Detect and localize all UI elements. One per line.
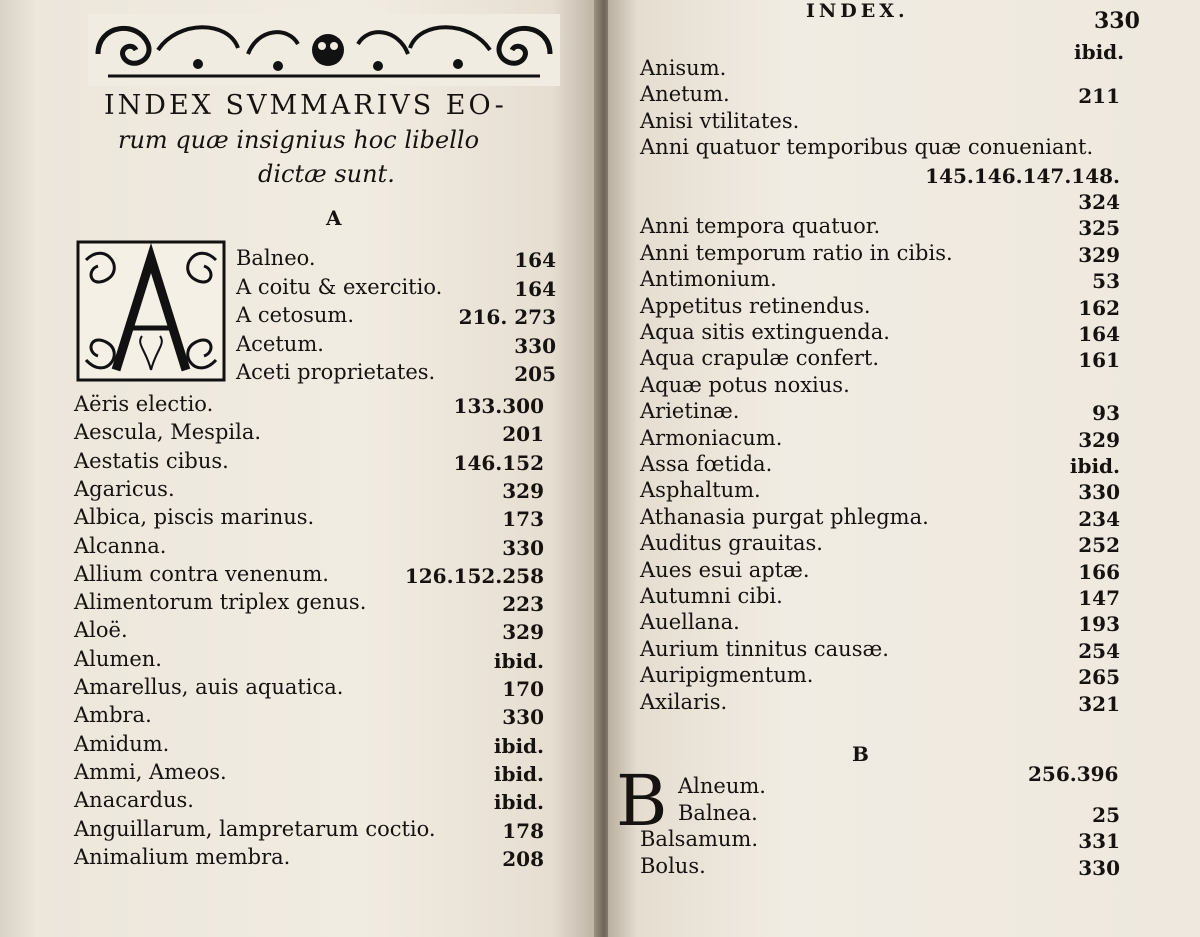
- index-entry-page: 331: [1078, 829, 1120, 853]
- index-entry-term: Aqua sitis extinguenda.: [640, 320, 890, 344]
- index-entry-term: Antimonium.: [640, 267, 777, 292]
- index-entry-term: Aëris electio.: [74, 392, 214, 416]
- index-entry-page: 164: [1078, 322, 1120, 346]
- index-entry-term: Asphaltum.: [640, 478, 761, 503]
- index-entry-page: 53: [1092, 269, 1120, 294]
- index-entry-term: Auellana.: [640, 610, 740, 635]
- index-entry-page: 329: [502, 620, 544, 645]
- index-entry-page: 178: [502, 818, 544, 843]
- index-entry-page: 133.300: [453, 394, 544, 418]
- index-entry-page: 201: [502, 422, 544, 447]
- index-entry-term: Anisum.: [640, 56, 727, 80]
- index-entry-term: Auditus grauitas.: [640, 531, 823, 556]
- index-entry-term: Bolus.: [640, 853, 706, 878]
- section-letter-b: B: [852, 742, 869, 766]
- index-entry-term: Aqua crapulæ confert.: [640, 346, 880, 371]
- index-entry-term: Aescula, Mespila.: [74, 420, 262, 445]
- index-entry-page: 330: [502, 705, 544, 730]
- index-entry-term: Arietinæ.: [640, 399, 740, 424]
- index-entry-page: 216. 273: [458, 305, 556, 329]
- index-entry-term: Anni quatuor temporibus quæ conueniant.: [640, 135, 1094, 160]
- top-ibid: ibid.: [1074, 40, 1125, 64]
- index-entry-term: Anni temporum ratio in cibis.: [640, 240, 953, 265]
- index-title: INDEX SVMMARIVS EO-: [104, 90, 507, 121]
- index-entry-page: 208: [502, 846, 544, 871]
- index-entry-term: Amidum.: [74, 731, 170, 756]
- index-entry-page: 223: [502, 592, 544, 617]
- index-entry-page: ibid.: [493, 790, 544, 815]
- index-entry-page: 324: [1078, 190, 1120, 214]
- index-entry-page: 205: [514, 362, 556, 386]
- index-subtitle-line2: dictæ sunt.: [258, 160, 395, 188]
- index-entry-term: Anguillarum, lampretarum coctio.: [74, 816, 436, 841]
- index-entry-term: Allium contra venenum.: [74, 561, 329, 586]
- index-entry-term: Balneo.: [236, 246, 316, 270]
- index-entry-page: 164: [514, 248, 556, 272]
- index-entry-term: Ambra.: [74, 703, 152, 728]
- index-entry-term: Agaricus.: [74, 476, 175, 501]
- index-entry-term: Appetitus retinendus.: [640, 293, 871, 318]
- index-entry-term: Anacardus.: [74, 788, 194, 813]
- index-entry-page: ibid.: [1069, 454, 1120, 478]
- index-entry-page: 93: [1092, 401, 1120, 426]
- index-entry-term: Amarellus, auis aquatica.: [74, 675, 344, 699]
- index-subtitle-line1: rum quæ insignius hoc libello: [118, 126, 480, 154]
- index-entry-page: 25: [1092, 802, 1120, 827]
- index-entry-term: Alneum.: [678, 774, 766, 798]
- index-entry-page: 147: [1078, 586, 1120, 610]
- index-entry-page: 329: [502, 478, 544, 503]
- index-entry-term: Anetum.: [640, 82, 730, 107]
- right-page: [608, 0, 1200, 937]
- index-entry-term: Alimentorum triplex genus.: [74, 590, 367, 615]
- index-entry-page: 211: [1078, 84, 1120, 109]
- index-entry-term: Athanasia purgat phlegma.: [640, 504, 929, 529]
- index-entry-term: Aquæ potus noxius.: [640, 372, 850, 397]
- index-entry-term: A cetosum.: [236, 303, 355, 327]
- index-entry-page: ibid.: [493, 761, 544, 786]
- index-entry-page: 234: [1078, 506, 1120, 531]
- index-entry-term: Assa fœtida.: [640, 452, 773, 476]
- initial-letter-b: B: [616, 760, 668, 842]
- index-entry-term: Animalium membra.: [74, 844, 291, 869]
- index-entry-term: Balnea.: [678, 800, 758, 825]
- page-number: 330: [1094, 8, 1140, 34]
- ornamental-initial-a-icon: [76, 240, 226, 382]
- index-entry-page: 126.152.258: [404, 563, 544, 588]
- index-entry-page: 166: [1078, 559, 1120, 584]
- index-entry-page: 162: [1078, 295, 1120, 320]
- index-entry-term: Auripigmentum.: [640, 663, 814, 688]
- index-entry-term: Aurium tinnitus causæ.: [640, 636, 889, 661]
- index-entry-page: 265: [1078, 665, 1120, 690]
- b-reference: 256.396: [1028, 762, 1119, 786]
- ornamental-headpiece-icon: [88, 14, 560, 86]
- index-entry-page: 170: [502, 677, 544, 701]
- index-entry-page: 145.146.147.148.: [925, 163, 1120, 188]
- index-entry-page: ibid.: [493, 733, 544, 758]
- index-entry-term: Aceti proprietates.: [236, 360, 436, 384]
- index-entry-term: Alcanna.: [74, 533, 167, 558]
- index-entry-page: 164: [514, 276, 556, 301]
- index-entry-page: 193: [1078, 612, 1120, 637]
- index-entry-term: Aues esui aptæ.: [640, 557, 810, 582]
- index-entry-term: Ammi, Ameos.: [74, 759, 227, 784]
- index-entry-page: 254: [1078, 638, 1120, 663]
- index-entry-term: Axilaris.: [640, 689, 728, 714]
- index-entry-term: Aloë.: [74, 618, 128, 643]
- index-entry-term: A coitu & exercitio.: [236, 274, 443, 299]
- index-entry-term: Armoniacum.: [640, 425, 783, 450]
- running-head: INDEX.: [806, 0, 909, 22]
- index-entry-term: Autumni cibi.: [640, 584, 783, 608]
- index-entry-page: 329: [1078, 242, 1120, 267]
- index-entry-page: 321: [1078, 691, 1120, 716]
- index-entry-term: Anisi vtilitates.: [640, 108, 800, 133]
- index-entry-page: 330: [514, 333, 556, 358]
- index-entry-page: 330: [502, 535, 544, 560]
- index-entry-page: 330: [1078, 855, 1120, 880]
- index-entry-page: 325: [1078, 216, 1120, 241]
- index-entry-term: Balsamum.: [640, 827, 758, 851]
- index-entry-page: 330: [1078, 480, 1120, 505]
- index-entry-page: 173: [502, 507, 544, 532]
- index-entry-term: Albica, piscis marinus.: [74, 505, 315, 530]
- index-entry-term: Acetum.: [236, 331, 324, 356]
- index-entry-term: Anni tempora quatuor.: [640, 214, 881, 239]
- section-letter-a: A: [326, 206, 342, 230]
- index-entry-page: 146.152: [453, 450, 544, 475]
- index-entry-term: Aestatis cibus.: [74, 448, 229, 473]
- index-entry-term: Alumen.: [74, 646, 162, 671]
- index-entry-page: 161: [1078, 348, 1120, 373]
- index-entry-page: 329: [1078, 427, 1120, 452]
- index-entry-page: 252: [1078, 533, 1120, 558]
- index-entry-page: ibid.: [493, 648, 544, 673]
